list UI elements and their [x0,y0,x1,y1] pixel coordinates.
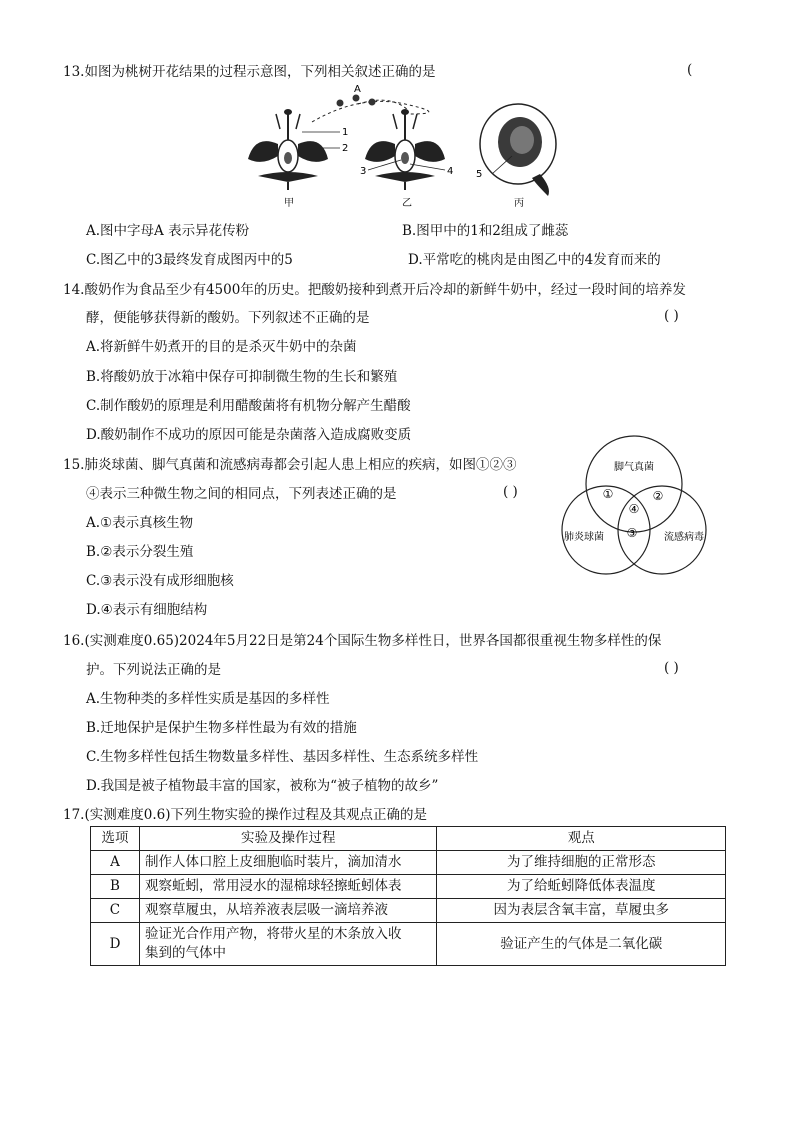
venn-label-right: 流感病毒 [664,532,704,543]
fig-label-2: 2 [342,143,349,154]
fig-label-jia: 甲 [284,198,294,209]
q16-option-d: D.我国是被子植物最丰富的国家，被称为“被子植物的故乡” [86,778,439,794]
q14-option-b: B.将酸奶放于冰箱中保存可抑制微生物的生长和繁殖 [86,369,398,385]
row-c-option: C [91,899,140,923]
fig-label-1: 1 [342,127,349,138]
fig-label-bing: 丙 [514,198,524,209]
row-c-procedure: 观察草履虫，从培养液表层吸一滴培养液 [139,899,437,923]
q14-stem-line1: 14.酸奶作为食品至少有4500年的历史。把酸奶接种到煮开后冷却的新鲜牛奶中，经过一段时间的培养发 [63,282,686,298]
row-a-option: A [91,851,140,875]
q16-option-b: B.迁地保护是保护生物多样性最为有效的措施 [86,720,357,736]
venn-region-1: ① [602,487,614,501]
q16-stem-line2: 护。下列说法正确的是 [86,662,221,678]
row-b-procedure: 观察蚯蚓，常用浸水的湿棉球轻擦蚯蚓体表 [139,875,437,899]
q15-option-d: D.④表示有细胞结构 [86,602,208,618]
flower-jia [248,109,328,190]
table-row [91,851,726,875]
q16-answer-paren: ( ) [664,660,679,676]
fig-label-5: 5 [476,169,483,180]
q15-stem-line2: ④表示三种微生物之间的相同点，下列表述正确的是 [86,486,397,502]
q13-option-a: A.图中字母A 表示异花传粉 [86,223,250,239]
q15-venn-diagram [556,432,712,576]
q14-option-d: D.酸奶制作不成功的原因可能是杂菌落入造成腐败变质 [86,427,412,443]
row-d-option: D [91,923,140,966]
header-option: 选项 [91,827,140,851]
row-d-procedure [139,923,437,966]
q13-option-b: B.图甲中的1和2组成了雌蕊 [402,223,569,239]
row-d-procedure-line2: 集到的气体中 [144,945,226,961]
q13-option-d: D.平常吃的桃肉是由图乙中的4发育而来的 [408,252,661,268]
venn-region-2: ② [652,489,664,503]
header-procedure: 实验及操作过程 [139,827,437,851]
row-a-procedure: 制作人体口腔上皮细胞临时装片，滴加清水 [139,851,437,875]
fig-label-4: 4 [447,166,454,177]
q15-option-b: B.②表示分裂生殖 [86,544,194,560]
row-d-procedure-line1: 验证光合作用产物，将带火星的木条放入收 [144,926,402,942]
q13-answer-paren: ( [687,62,693,78]
table-row [91,899,726,923]
q14-option-a: A.将新鲜牛奶煮开的目的是杀灭牛奶中的杂菌 [86,339,357,355]
venn-label-top: 脚气真菌 [614,462,654,473]
q13-option-c: C.图乙中的3最终发育成图丙中的5 [86,252,293,268]
q15-stem-line1: 15.肺炎球菌、脚气真菌和流感病毒都会引起人患上相应的疾病，如图①②③ [63,457,517,473]
row-a-viewpoint: 为了维持细胞的正常形态 [437,851,726,875]
row-d-viewpoint: 验证产生的气体是二氧化碳 [437,923,726,966]
venn-region-3: ③ [626,526,638,540]
table-row [91,923,726,966]
q14-stem-line2: 酵，便能够获得新的酸奶。下列叙述不正确的是 [86,310,370,326]
table-header-row [91,827,726,851]
q15-answer-paren: ( ) [503,484,518,500]
q15-option-a: A.①表示真核生物 [86,515,194,531]
q13-flower-figure [240,84,570,212]
q16-option-c: C.生物多样性包括生物数量多样性、基因多样性、生态系统多样性 [86,749,479,765]
row-b-viewpoint: 为了给蚯蚓降低体表温度 [437,875,726,899]
venn-region-4: ④ [628,502,640,516]
fig-label-3: 3 [360,166,367,177]
row-b-option: B [91,875,140,899]
q14-answer-paren: ( ) [664,308,679,324]
q15-option-c: C.③表示没有成形细胞核 [86,573,234,589]
q13-stem: 13.如图为桃树开花结果的过程示意图，下列相关叙述正确的是 [63,64,436,80]
fig-label-yi: 乙 [402,198,412,209]
q17-table [90,826,726,966]
fig-label-A: A [354,84,361,95]
flower-yi [365,109,445,190]
q16-stem-line1: 16.(实测难度0.65)2024年5月22日是第24个国际生物多样性日，世界各国都很重视生物多样性的保 [63,633,662,649]
q14-option-c: C.制作酸奶的原理是利用醋酸菌将有机物分解产生醋酸 [86,398,411,414]
q17-stem: 17.(实测难度0.6)下列生物实验的操作过程及其观点正确的是 [63,807,427,823]
venn-label-left: 肺炎球菌 [564,532,604,543]
peach-bing [480,104,556,196]
q16-option-a: A.生物种类的多样性实质是基因的多样性 [86,691,330,707]
header-viewpoint: 观点 [437,827,726,851]
table-row [91,875,726,899]
row-c-viewpoint: 因为表层含氧丰富，草履虫多 [437,899,726,923]
